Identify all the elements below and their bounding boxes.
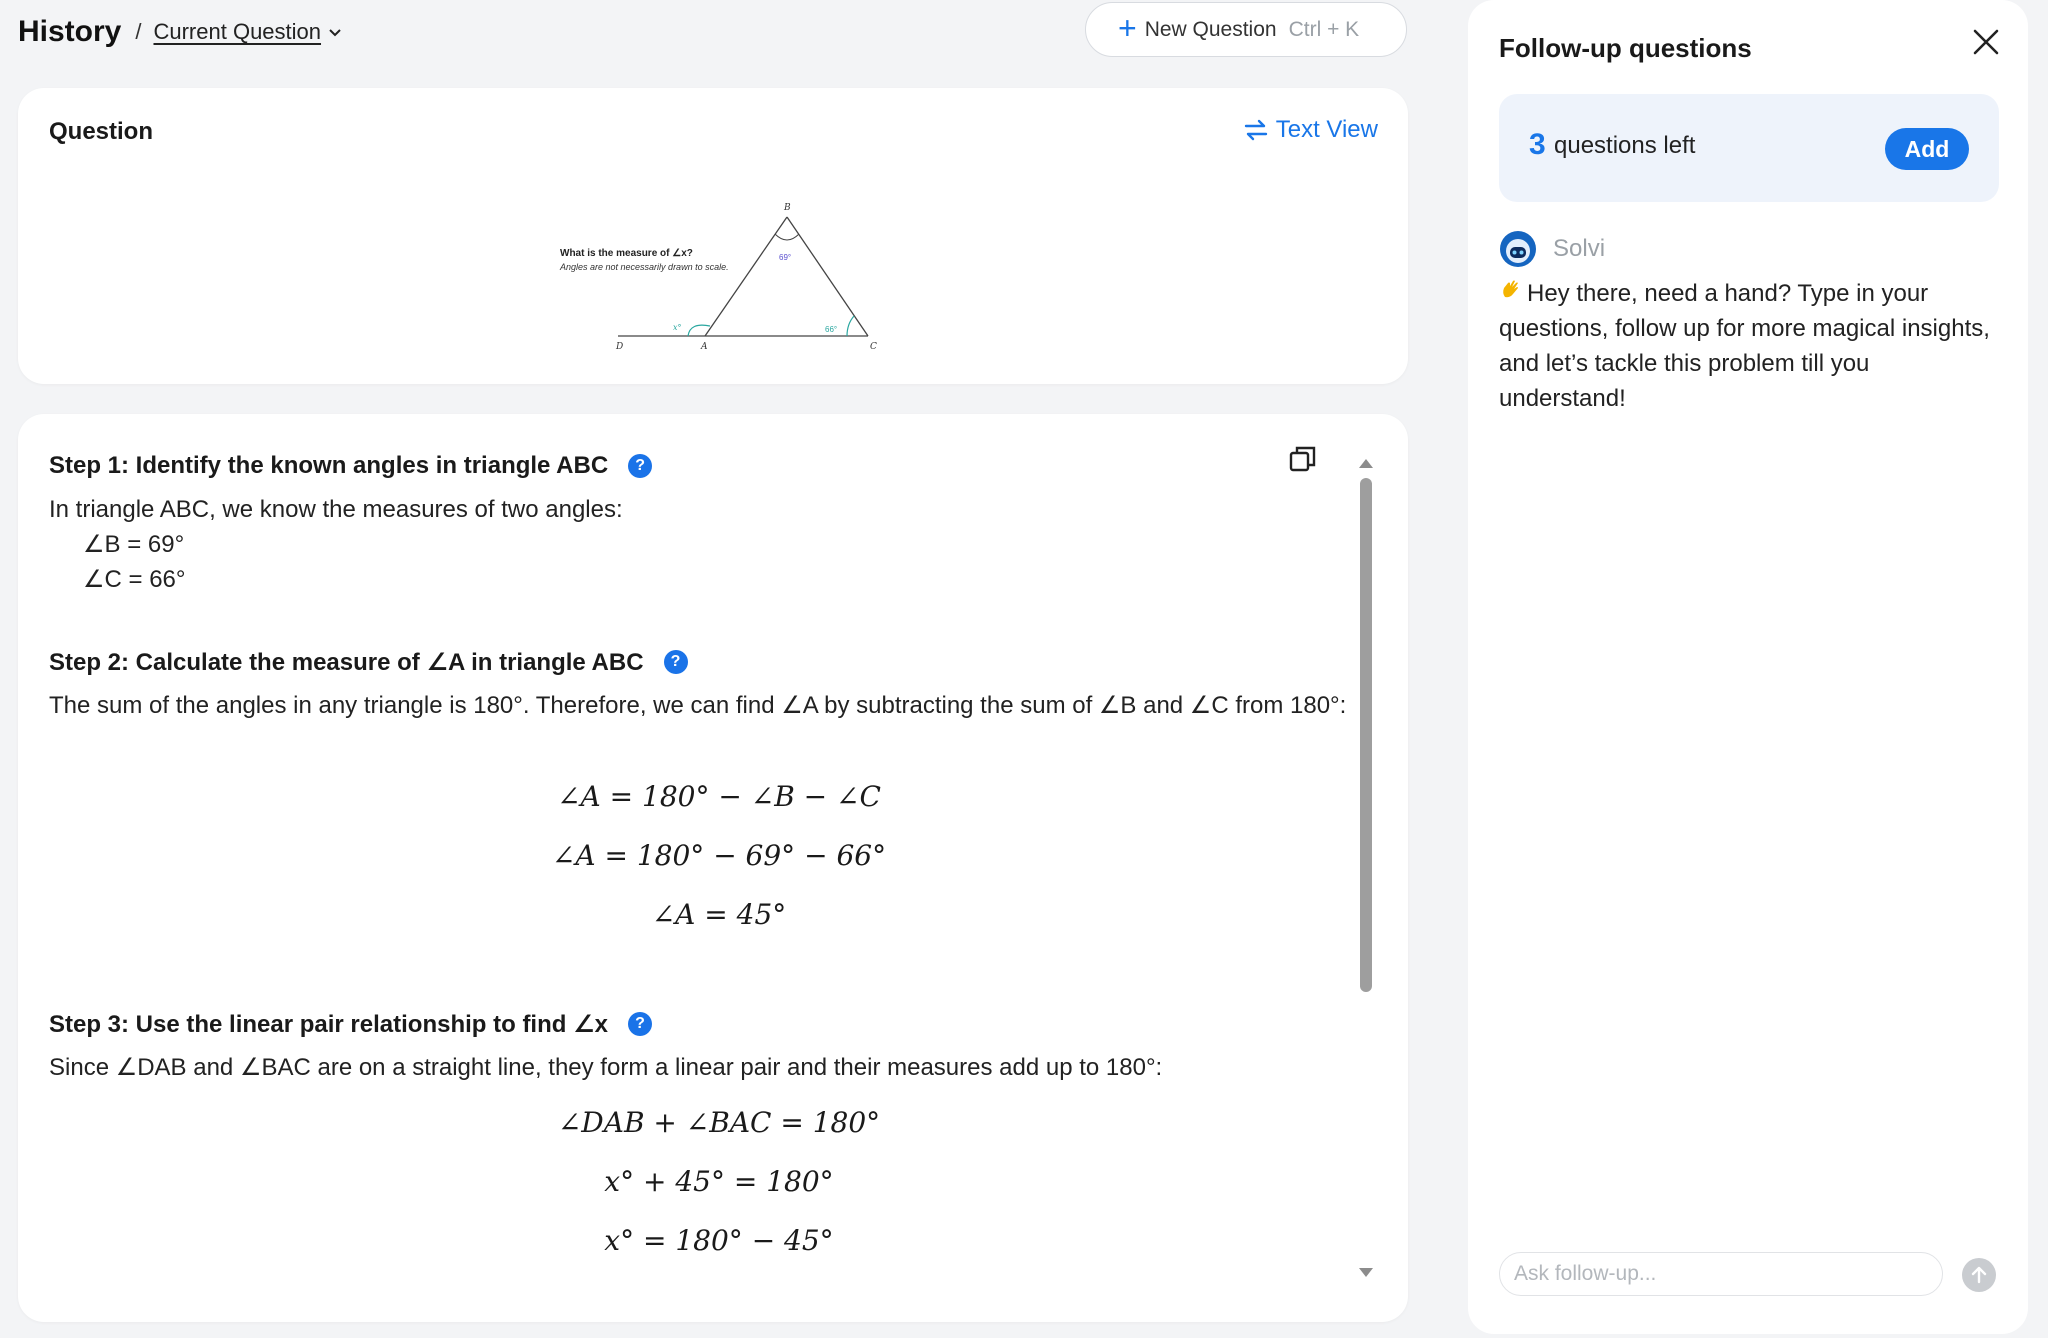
- close-icon[interactable]: [1972, 28, 2000, 56]
- label-angle-c: 66°: [825, 325, 838, 334]
- send-button[interactable]: [1962, 1258, 1996, 1292]
- bot-avatar-icon: [1499, 230, 1537, 268]
- panel-title: Follow-up questions: [1499, 33, 1752, 63]
- label-b: B: [784, 203, 791, 213]
- step-1: [49, 450, 1349, 597]
- swap-icon: [1244, 119, 1268, 141]
- label-angle-x: x°: [673, 323, 682, 332]
- text-view-label: Text View: [1275, 116, 1378, 143]
- step-2-title: Step 2: Calculate the measure of ∠A in triangle ABC: [49, 648, 644, 676]
- figure-prompt: What is the measure of ∠x?: [560, 248, 693, 259]
- question-card: [18, 88, 1408, 384]
- add-questions-button[interactable]: Add: [1885, 128, 1969, 170]
- scrollbar-thumb[interactable]: [1360, 478, 1372, 992]
- new-question-button[interactable]: [1085, 2, 1407, 57]
- help-icon[interactable]: ?: [628, 1012, 652, 1036]
- label-d: D: [616, 342, 624, 352]
- ask-followup-input[interactable]: [1499, 1252, 1943, 1296]
- arrow-up-icon: [1971, 1266, 1987, 1284]
- waving-hand-icon: [1499, 276, 1527, 311]
- breadcrumb-history[interactable]: History: [18, 15, 122, 48]
- quota-label: questions left: [1554, 132, 1696, 159]
- followup-panel: [1468, 0, 2028, 1334]
- bot-message-text: Hey there, need a hand? Type in your questions, follow up for more magical insights, and let’s tackle this problem till you understand!: [1499, 280, 1990, 412]
- step-2-equation: ∠A = 45°: [651, 898, 787, 931]
- quota-box: [1499, 94, 1999, 202]
- new-question-label: New Question: [1144, 17, 1277, 41]
- figure-note: Angles are not necessarily drawn to scale.: [560, 262, 729, 272]
- chevron-down-icon: [327, 24, 343, 40]
- label-c: C: [870, 342, 877, 352]
- step-2-equation: ∠A = 180° − ∠B − ∠C: [557, 780, 881, 813]
- angle-b-arc: [775, 234, 799, 240]
- side-ab: [705, 217, 787, 336]
- side-bc: [787, 217, 868, 336]
- bot-name: Solvi: [1553, 235, 1606, 262]
- breadcrumb: [18, 12, 343, 52]
- scroll-up-arrow-icon[interactable]: [1358, 456, 1374, 470]
- step-1-item: ∠C = 66°: [83, 566, 186, 593]
- new-question-shortcut: Ctrl + K: [1288, 17, 1360, 41]
- copy-icon[interactable]: [1288, 444, 1318, 474]
- plus-icon: +: [1118, 10, 1137, 46]
- text-view-button[interactable]: [1244, 116, 1378, 144]
- solution-card: [18, 414, 1408, 1322]
- step-2-equation: ∠A = 180° − 69° − 66°: [551, 839, 887, 872]
- step-3: [49, 1008, 1349, 1085]
- bot-message: [1499, 276, 1999, 416]
- step-3-title: Step 3: Use the linear pair relationship to find ∠x: [49, 1010, 608, 1038]
- step-3-text: Since ∠DAB and ∠BAC are on a straight line, they form a linear pair and their measures add up to 180°:: [49, 1054, 1163, 1081]
- quota-count: 3: [1529, 128, 1546, 161]
- scroll-down-arrow-icon[interactable]: [1358, 1266, 1374, 1280]
- label-a: A: [701, 342, 708, 352]
- label-angle-b: 69°: [779, 253, 792, 262]
- bot-header: [1499, 230, 1605, 268]
- step-2-text: The sum of the angles in any triangle is 180°. Therefore, we can find ∠A by subtracting the sum of ∠B and ∠C from 180°:: [49, 692, 1347, 719]
- step-1-item: ∠B = 69°: [83, 531, 185, 558]
- angle-c-arc: [847, 316, 854, 336]
- step-2: [49, 646, 1349, 723]
- step-3-equation: x° = 180° − 45°: [604, 1224, 834, 1257]
- step-3-equation: ∠DAB + ∠BAC = 180°: [557, 1106, 881, 1139]
- step-1-text: In triangle ABC, we know the measures of two angles:: [49, 496, 623, 523]
- step-3-equation: x° + 45° = 180°: [604, 1165, 834, 1198]
- step-1-title: Step 1: Identify the known angles in triangle ABC: [49, 452, 609, 479]
- help-icon[interactable]: ?: [664, 650, 688, 674]
- current-question-label: Current Question: [153, 19, 322, 44]
- question-diagram: [538, 164, 918, 378]
- question-title: Question: [49, 118, 154, 145]
- current-question-dropdown[interactable]: [153, 19, 343, 45]
- help-icon[interactable]: ?: [628, 454, 652, 478]
- breadcrumb-separator: /: [135, 19, 142, 44]
